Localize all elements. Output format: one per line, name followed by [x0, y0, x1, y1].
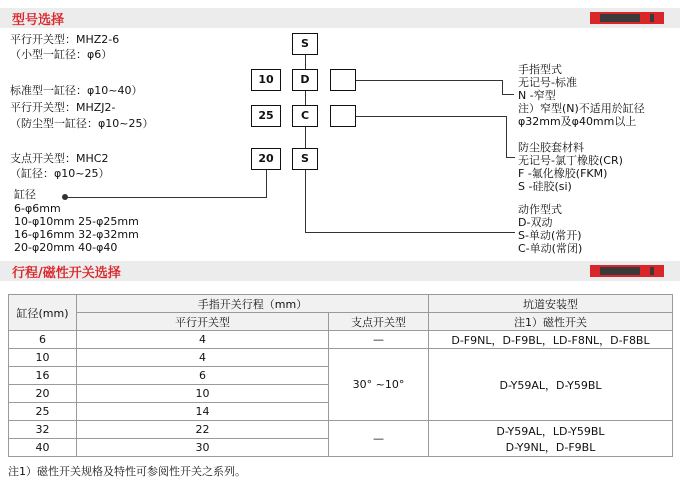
code-box-c: C [292, 105, 318, 127]
section-title: 行程/磁性开关选择 [12, 266, 121, 281]
connector-line [356, 80, 502, 81]
connector-line [305, 91, 306, 105]
action-type-title: 动作型式 [518, 203, 562, 216]
parallel-mhz2-label: 平行开关型：MHZ2-6 [10, 33, 120, 46]
code-box-s-bottom: S [292, 148, 318, 170]
header-decoration [590, 12, 664, 24]
fulcrum-bore-label: （缸径：φ10~25） [10, 167, 110, 180]
dust-material-option: F -氟化橡胶(FKM) [518, 167, 608, 180]
connector-line [356, 116, 506, 117]
bore-cell: 40 [9, 439, 77, 457]
code-box-bore-20: 20 [251, 148, 281, 170]
parallel-cell: 14 [77, 403, 329, 421]
standard-bore-label: 标准型一缸径：φ10~40） [10, 84, 143, 97]
fulcrum-cell: 30° ~10° [329, 349, 429, 421]
code-box-dust-empty [330, 105, 356, 127]
table-row [9, 331, 673, 349]
table-row [9, 349, 673, 367]
switch-cell [429, 421, 673, 457]
finger-type-title: 手指型式 [518, 63, 562, 76]
bore-list-line: 16-φ16mm 32-φ32mm [14, 228, 139, 241]
code-box-s-top: S [292, 33, 318, 55]
header-mount: 坑道安装型 [429, 295, 673, 313]
mini-bore-label: （小型一缸径：φ6） [10, 48, 113, 61]
connector-line [305, 127, 306, 148]
code-box-d: D [292, 69, 318, 91]
bore-leader-line [66, 197, 267, 198]
parallel-mhzj2-label: 平行开关型：MHZJ2- [10, 101, 116, 114]
header-fulcrum: 支点开关型 [329, 313, 429, 331]
finger-type-note: φ32mm及φ40mm以上 [518, 115, 637, 128]
bore-cell: 6 [9, 331, 77, 349]
section-header-stroke [0, 261, 680, 281]
switch-cell: D-Y59AL，D-Y59BL [429, 349, 673, 421]
bore-list-line: 20-φ20mm 40-φ40 [14, 241, 118, 254]
switch-line: D-Y9NL，D-F9BL [505, 440, 596, 454]
connector-line [305, 55, 306, 69]
parallel-cell: 6 [77, 367, 329, 385]
fulcrum-cell: — [329, 421, 429, 457]
action-leader-line [305, 232, 515, 233]
leader-dot [62, 194, 68, 200]
section-title: 型号选择 [12, 13, 65, 28]
fulcrum-mhc2-label: 支点开关型：MHC2 [10, 152, 109, 165]
connector-line [266, 170, 267, 197]
connector-line [502, 80, 503, 94]
finger-type-option: N -窄型 [518, 89, 556, 102]
bore-cell: 20 [9, 385, 77, 403]
bore-list-line: 10-φ10mm 25-φ25mm [14, 215, 139, 228]
action-type-option: D-双动 [518, 216, 553, 229]
action-type-option: C-单动(常闭) [518, 242, 583, 255]
bore-cell: 32 [9, 421, 77, 439]
connector-line [506, 116, 507, 157]
header-decoration [590, 265, 664, 277]
dust-material-option: 无记号-氯丁橡胶(CR) [518, 154, 623, 167]
stroke-switch-table [8, 294, 673, 457]
action-type-option: S-单动(常开) [518, 229, 582, 242]
switch-cell: D-F9NL，D-F9BL，LD-F8NL，D-F8BL [429, 331, 673, 349]
bore-cell: 10 [9, 349, 77, 367]
parallel-cell: 30 [77, 439, 329, 457]
table-row [9, 421, 673, 439]
code-box-finger-empty [330, 69, 356, 91]
bore-cell: 16 [9, 367, 77, 385]
section-header-model [0, 8, 680, 28]
header-bore: 缸径(mm) [9, 295, 77, 331]
dust-material-option: S -硅胶(si) [518, 180, 572, 193]
header-parallel: 平行开关型 [77, 313, 329, 331]
bore-title: 缸径 [14, 188, 36, 201]
bore-list-line: 6-φ6mm [14, 202, 61, 215]
finger-leader-line [502, 94, 514, 95]
header-switch: 注1）磁性开关 [429, 313, 673, 331]
parallel-cell: 10 [77, 385, 329, 403]
parallel-cell: 4 [77, 331, 329, 349]
footnote: 注1）磁性开关规格及特性可参阅性开关之系列。 [8, 465, 246, 478]
finger-type-option: 无记号-标准 [518, 76, 577, 89]
parallel-cell: 22 [77, 421, 329, 439]
header-stroke: 手指开关行程（mm） [77, 295, 429, 313]
code-box-bore-10: 10 [251, 69, 281, 91]
dust-leader-line [506, 157, 515, 158]
fulcrum-cell: — [329, 331, 429, 349]
dust-material-title: 防尘胶套材料 [518, 141, 584, 154]
code-box-bore-25: 25 [251, 105, 281, 127]
connector-line [305, 170, 306, 232]
bore-cell: 25 [9, 403, 77, 421]
switch-line: D-Y59AL，LD-Y59BL [496, 424, 605, 438]
finger-type-note: 注）窄型(N)不适用於缸径 [518, 102, 645, 115]
parallel-cell: 4 [77, 349, 329, 367]
dustproof-bore-label: （防尘型一缸径：φ10~25） [10, 117, 154, 130]
